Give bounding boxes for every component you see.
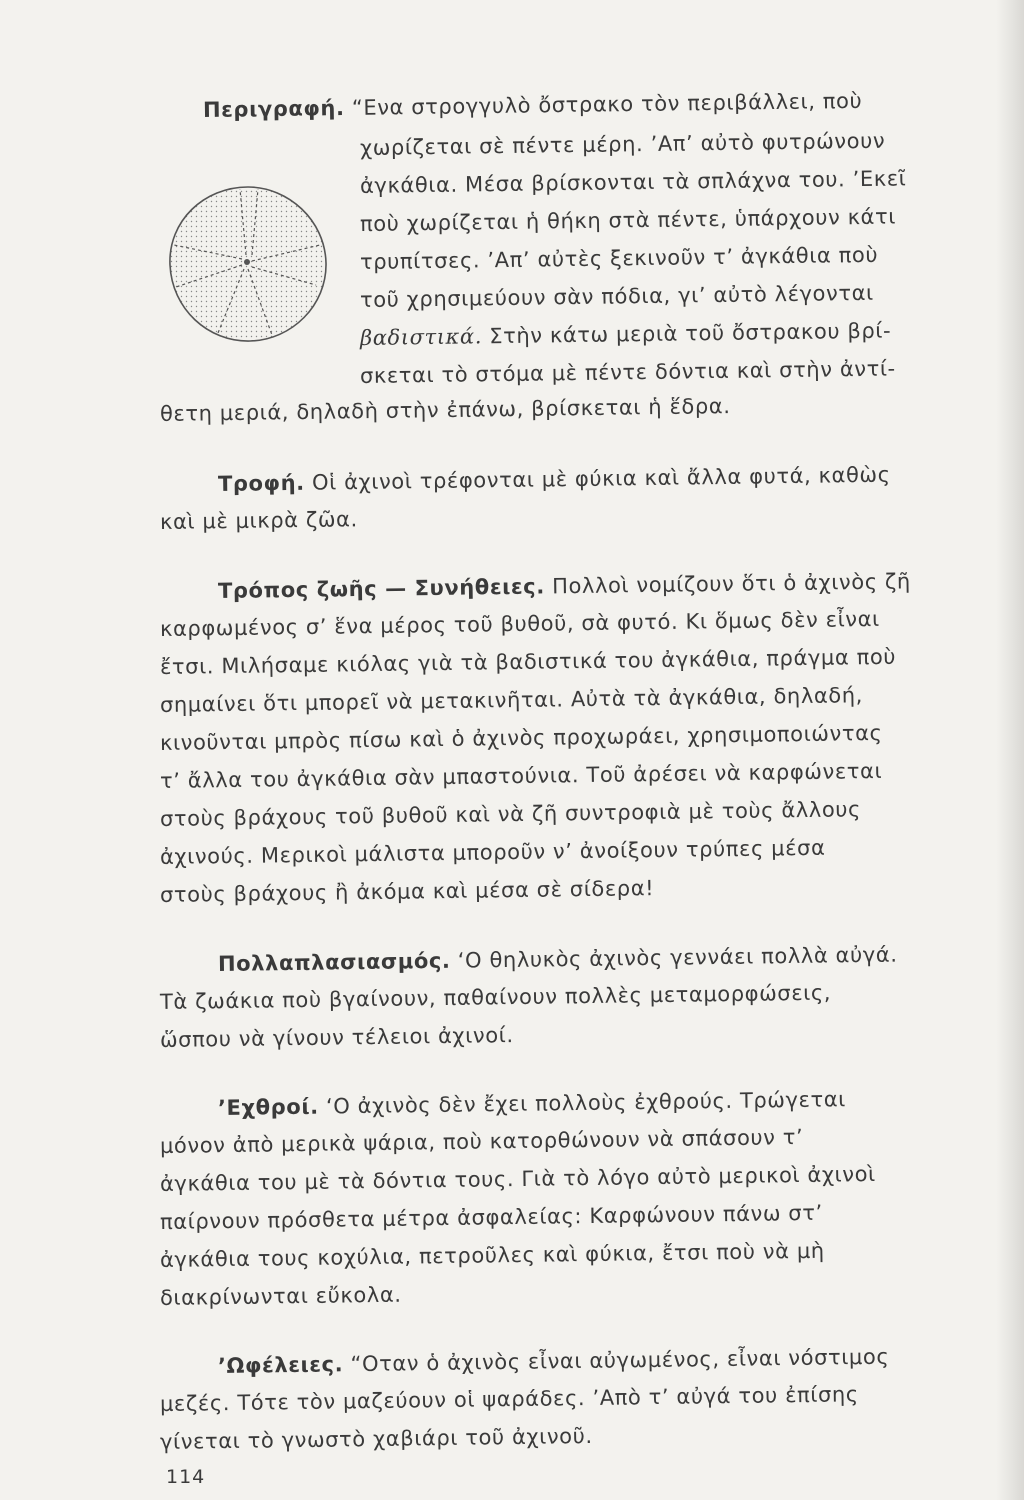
enemies-line-1: ‘Ο ἀχινὸς δὲν ἔχει πολλοὺς ἐχθρούς. Τρώγεται: [318, 1087, 847, 1119]
habits-line-7: στοὺς βράχους τοῦ βυθοῦ καὶ νὰ ζῆ συντροφιὰ μὲ τοὺς ἄλλους: [159, 797, 862, 831]
habits-line-4: σημαίνει ὅτι μπορεῖ νὰ μετακινῆται. Αὐτὰ τὰ ἀγκάθια, δηλαδή,: [159, 683, 864, 717]
description-line-2: χωρίζεται σὲ πέντε μέρη. ’Απ’ αὐτὸ φυτρώνουν: [359, 128, 886, 160]
page-edge-shadow: [996, 0, 1024, 1500]
food-line-2: καὶ μὲ μικρὰ ζῶα.: [159, 507, 358, 534]
reproduction-line-3: ὥσπου νὰ γίνουν τέλειοι ἀχινοί.: [159, 1023, 514, 1052]
page-number: 114: [166, 1466, 206, 1488]
section-heading-food: Τροφή.: [217, 470, 305, 496]
enemies-line-6: διακρίνωνται εὔκολα.: [159, 1282, 402, 1310]
habits-line-2: καρφωμένος σ’ ἕνα μέρος τοῦ βυθοῦ, σὰ φυτό. Κι ὅμως δὲν εἶναι: [159, 606, 880, 641]
description-line-1: “Ενα στρογγυλὸ ὄστρακο τὸν περιβάλλει, ποὺ: [351, 88, 863, 120]
benefits-line-2: μεζές. Τότε τὸν μαζεύουν οἱ ψαράδες. ’Απὸ τ’ αὐγά του ἐπίσης: [159, 1382, 859, 1416]
description-line-4: ποὺ χωρίζεται ἡ θήκη στὰ πέντε, ὑπάρχουν κάτι: [359, 204, 897, 236]
description-line-6: τοῦ χρησιμεύουν σὰν πόδια, γι’ αὐτὸ λέγονται: [359, 280, 874, 312]
benefits-line-3: γίνεται τὸ γνωστὸ χαβιάρι τοῦ ἀχινοῦ.: [159, 1423, 593, 1454]
description-line-5: τρυπίτσες. ’Απ’ αὐτὲς ξεκινοῦν τ’ ἀγκάθια ποὺ: [359, 242, 879, 274]
sea-urchin-shell-icon: [160, 175, 335, 350]
enemies-line-4: παίρνουν πρόσθετα μέτρα ἀσφαλείας: Καρφώνουν πάνω στ’: [159, 1200, 823, 1234]
section-heading-description: Περιγραφή.: [202, 96, 345, 122]
text-line: [203, 87, 863, 124]
reproduction-line-2: Τὰ ζωάκια ποὺ βγαίνουν, παθαίνουν πολλὲς μεταμορφώσεις,: [159, 980, 832, 1014]
reproduction-line-1: ‘Ο θηλυκὸς ἀχινὸς γεννάει πολλὰ αὐγά.: [450, 942, 898, 973]
section-heading-benefits: ’Ωφέλειες.: [217, 1352, 344, 1378]
habits-line-3: ἔτσι. Μιλήσαμε κιόλας γιὰ τὰ βαδιστικά του ἀγκάθια, πράγμα ποὺ: [159, 644, 897, 679]
food-line-1: Οἱ ἀχινοὶ τρέφονται μὲ φύκια καὶ ἄλλα φυτά, καθὼς: [304, 462, 891, 495]
term-vadistika: βαδιστικά.: [359, 324, 483, 350]
description-line-7: Στὴν κάτω μεριὰ τοῦ ὄστρακου βρί-: [481, 318, 892, 349]
section-heading-enemies: ’Εχθροί.: [217, 1094, 319, 1120]
text-line: [218, 1085, 846, 1122]
habits-line-6: τ’ ἄλλα του ἀγκάθια σὰν μπαστούνια. Τοῦ ἀρέσει νὰ καρφώνεται: [159, 758, 883, 793]
enemies-line-3: ἀγκάθια του μὲ τὰ δόντια τους. Γιὰ τὸ λόγο αὐτὸ μερικοὶ ἀχινοὶ: [159, 1162, 876, 1196]
text-line: [218, 567, 911, 605]
habits-line-8: ἀχινούς. Μερικοὶ μάλιστα μποροῦν ν’ ἀνοίξουν τρύπες μέσα: [159, 835, 826, 869]
benefits-line-1: “Οταν ὁ ἀχινὸς εἶναι αὐγωμένος, εἶναι νόστιμος: [343, 1344, 890, 1377]
enemies-line-5: ἀγκάθια τους κοχύλια, πετροῦλες καὶ φύκια, ἔτσι ποὺ νὰ μὴ: [159, 1238, 825, 1272]
habits-line-9: στοὺς βράχους ἢ ἀκόμα καὶ μέσα σὲ σίδερα!: [159, 876, 655, 907]
description-line-8: σκεται τὸ στόμα μὲ πέντε δόντια καὶ στὴν ἀντί-: [359, 356, 896, 388]
habits-line-5: κινοῦνται μπρὸς πίσω καὶ ὁ ἀχινὸς προχωράει, χρησιμοποιώντας: [159, 720, 883, 755]
habits-line-1: Πολλοὶ νομίζουν ὅτι ὁ ἀχινὸς ζῆ: [544, 569, 912, 599]
description-line-3: ἀγκάθια. Μέσα βρίσκονται τὰ σπλάχνα του. ’Εκεῖ: [359, 166, 907, 198]
text-line: [218, 941, 898, 978]
description-line-9: θετη μεριά, δηλαδὴ στὴν ἐπάνω, βρίσκεται ἡ ἕδρα.: [159, 394, 731, 426]
text-line: [218, 1343, 890, 1380]
section-heading-habits: Τρόπος ζωῆς — Συνήθειες.: [217, 574, 545, 603]
text-line: [360, 317, 892, 352]
section-heading-reproduction: Πολλαπλασιασμός.: [217, 948, 451, 976]
text-line: [218, 461, 891, 498]
enemies-line-2: μόνον ἀπὸ μερικὰ ψάρια, ποὺ κατορθώνουν νὰ σπάσουν τ’: [159, 1125, 804, 1158]
